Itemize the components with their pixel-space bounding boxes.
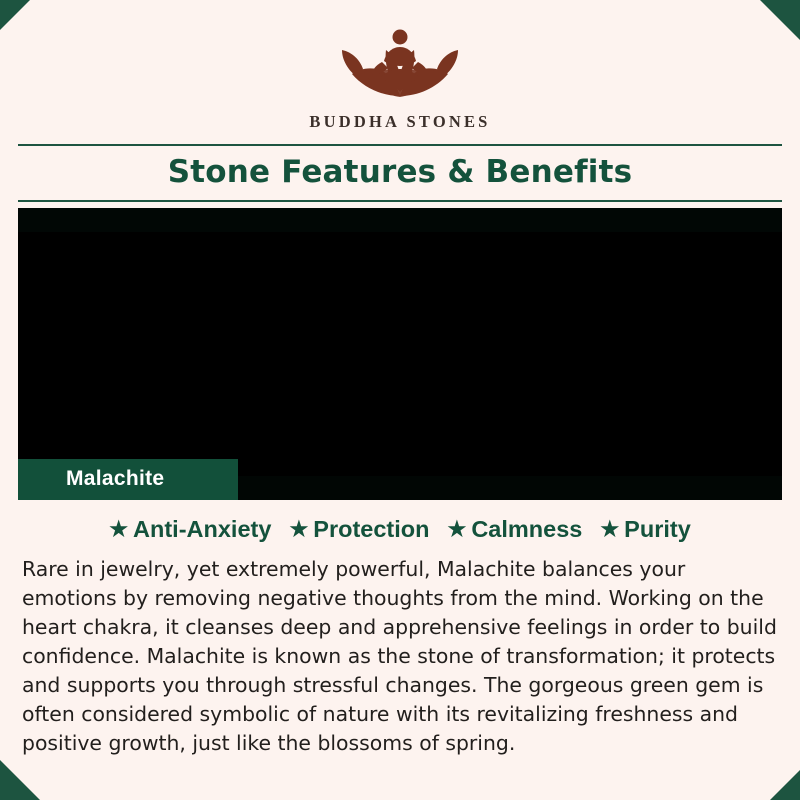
- benefit-item: [109, 516, 271, 543]
- benefit-label: Anti-Anxiety: [133, 516, 272, 542]
- left-edge-mask: [0, 30, 18, 760]
- right-edge-mask: [782, 40, 800, 770]
- corner-decoration-bottom-left: [0, 760, 40, 800]
- brand-name: BUDDHA STONES: [309, 112, 491, 131]
- lotus-meditation-icon: [320, 22, 480, 108]
- benefit-label: Purity: [624, 516, 691, 542]
- benefit-label: Protection: [313, 516, 430, 542]
- page-title: Stone Features & Benefits: [167, 154, 633, 190]
- stone-description: Rare in jewelry, yet extremely powerful, Malachite balances your emotions by removing negative thoughts from the mind. Working on the heart chakra, it cleanses deep and apprehensive feelings in order to build confidence. Malachite is known as the stone of transformation; it protects and supports you through stressful changes. The gorgeous green gem is often considered symbolic of nature with its revitalizing freshness and positive growth, just like the blossoms of spring.: [22, 557, 777, 755]
- star-icon: ★: [447, 518, 467, 541]
- corner-decoration-bottom-right: [770, 770, 800, 800]
- brand-header: [0, 0, 800, 132]
- benefits-row: [18, 516, 782, 543]
- star-icon: ★: [289, 518, 309, 541]
- benefit-item: [289, 516, 429, 543]
- star-icon: ★: [109, 518, 129, 541]
- star-icon: ★: [600, 518, 620, 541]
- benefit-item: [600, 516, 690, 543]
- stone-name-label: Malachite: [18, 459, 238, 500]
- benefit-item: [447, 516, 582, 543]
- benefit-label: Calmness: [471, 516, 583, 542]
- section-title-band: [18, 144, 782, 202]
- malachite-crystal-photo: [18, 208, 782, 500]
- hero-image: [18, 208, 782, 500]
